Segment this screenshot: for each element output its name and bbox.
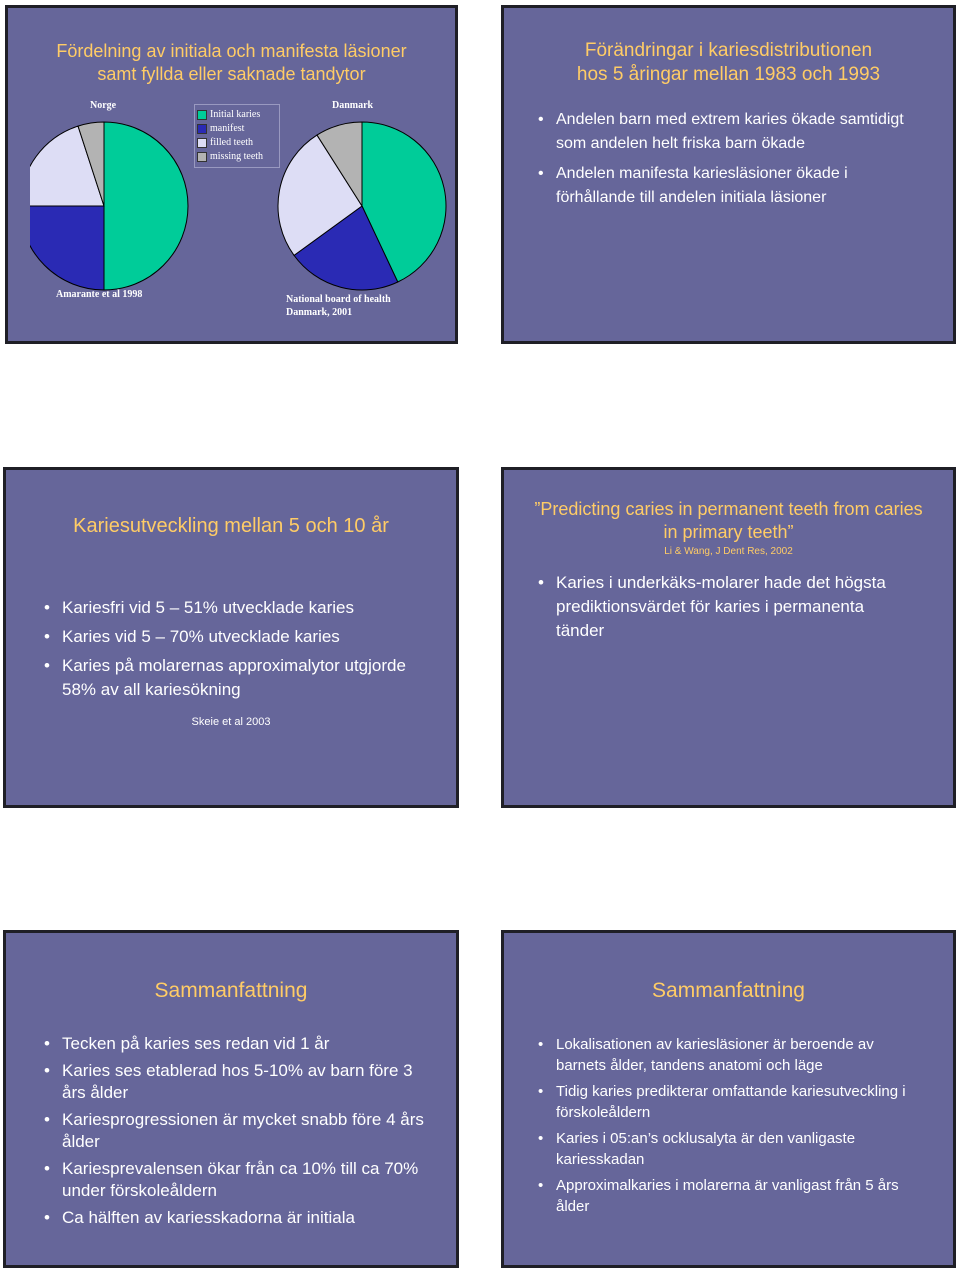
slide-5-title: Sammanfattning — [154, 979, 308, 1002]
slide-3 — [3, 467, 459, 808]
slide-4-title: ”Predicting caries in permanent teeth from caries in primary teeth” — [534, 499, 923, 542]
slide-4 — [501, 467, 956, 808]
pie-chart-norge — [30, 118, 190, 293]
legend-item — [197, 108, 277, 122]
slide-5 — [3, 930, 459, 1268]
slide-2 — [501, 5, 956, 344]
slide-1-title: Fördelning av initiala och manifesta läsioner samt fyllda eller saknade tandytor — [56, 41, 407, 84]
slide-2-title-line1: Förändringar i kariesdistributionen — [584, 40, 873, 61]
legend-label: manifest — [210, 123, 245, 134]
legend-swatch-filled — [197, 138, 207, 148]
bullet-item: • Approximalkaries i molarerna är vanligast från 5 års ålder — [538, 1175, 913, 1217]
bullet-item: • Kariesfri vid 5 – 51% utvecklade karies — [44, 596, 424, 620]
bullet-item: • Karies i 05:an’s ocklusalyta är den vanligaste kariesskadan — [538, 1128, 913, 1170]
slide-6 — [501, 930, 956, 1268]
source-national-board — [286, 293, 391, 319]
pie-slice-initial-karies — [104, 122, 188, 290]
bullet-item: • Ca hälften av kariesskadorna är initiala — [44, 1207, 429, 1229]
slide-4-citation: Li & Wang, J Dent Res, 2002 — [664, 546, 793, 557]
slide-2-title-line2: hos 5 åringar mellan 1983 och 1993 — [576, 63, 881, 85]
legend-swatch-manifest — [197, 124, 207, 134]
label-danmark: Danmark — [332, 100, 374, 111]
legend-item — [197, 136, 277, 150]
slide-6-title: Sammanfattning — [652, 979, 805, 1002]
label-norge: Norge — [90, 100, 117, 111]
bullet-item: • Lokalisationen av kariesläsioner är beroende av barnets ålder, tandens anatomi och läge — [538, 1034, 913, 1076]
slide-1 — [5, 5, 458, 344]
source-national-board-line2: Danmark, 2001 — [286, 307, 353, 318]
bullet-item: • Tidig karies predikterar omfattande kariesutveckling i förskoleåldern — [538, 1081, 913, 1123]
legend-label: Initial karies — [210, 109, 261, 120]
slide-3-title: Kariesutveckling mellan 5 och 10 år — [73, 515, 389, 537]
legend-swatch-missing — [197, 152, 207, 162]
pie-slice-manifest — [30, 206, 104, 290]
legend-label: missing teeth — [210, 151, 264, 162]
bullet-item: • Kariesprevalensen ökar från ca 10% till ca 70% under förskoleåldern — [44, 1158, 429, 1202]
bullet-item: • Karies ses etablerad hos 5-10% av barn före 3 års ålder — [44, 1060, 429, 1104]
pie-legend — [194, 104, 280, 168]
source-amarante: Amarante et al 1998 — [56, 289, 143, 300]
legend-swatch-initial — [197, 110, 207, 120]
bullet-item: • Karies vid 5 – 70% utvecklade karies — [44, 625, 424, 649]
bullet-item: • Tecken på karies ses redan vid 1 år — [44, 1033, 429, 1055]
bullet-item: • Karies i underkäks-molarer hade det högsta prediktionsvärdet för karies i permanenta tänder — [538, 571, 898, 643]
slide-2-title — [504, 39, 953, 87]
slide-6-bullets — [538, 1034, 913, 1217]
slide-4-bullets — [538, 571, 898, 643]
bullet-item: • Andelen manifesta kariesläsioner ökade i förhållande till andelen initiala läsioner — [538, 162, 918, 210]
legend-item — [197, 150, 277, 164]
source-skeie: Skeie et al 2003 — [191, 716, 271, 728]
slide-5-bullets — [44, 1033, 429, 1229]
bullet-item: • Kariesprogressionen är mycket snabb före 4 års ålder — [44, 1109, 429, 1153]
legend-item — [197, 122, 277, 136]
legend-label: filled teeth — [210, 137, 254, 148]
slide-2-bullets — [538, 108, 918, 210]
bullet-item: • Andelen barn med extrem karies ökade samtidigt som andelen helt friska barn ökade — [538, 108, 918, 156]
bullet-item: • Karies på molarernas approximalytor utgjorde 58% av all kariesökning — [44, 654, 424, 702]
source-national-board-line1: National board of health — [286, 294, 391, 305]
pie-chart-danmark — [272, 118, 447, 293]
slide-3-bullets — [44, 596, 424, 702]
